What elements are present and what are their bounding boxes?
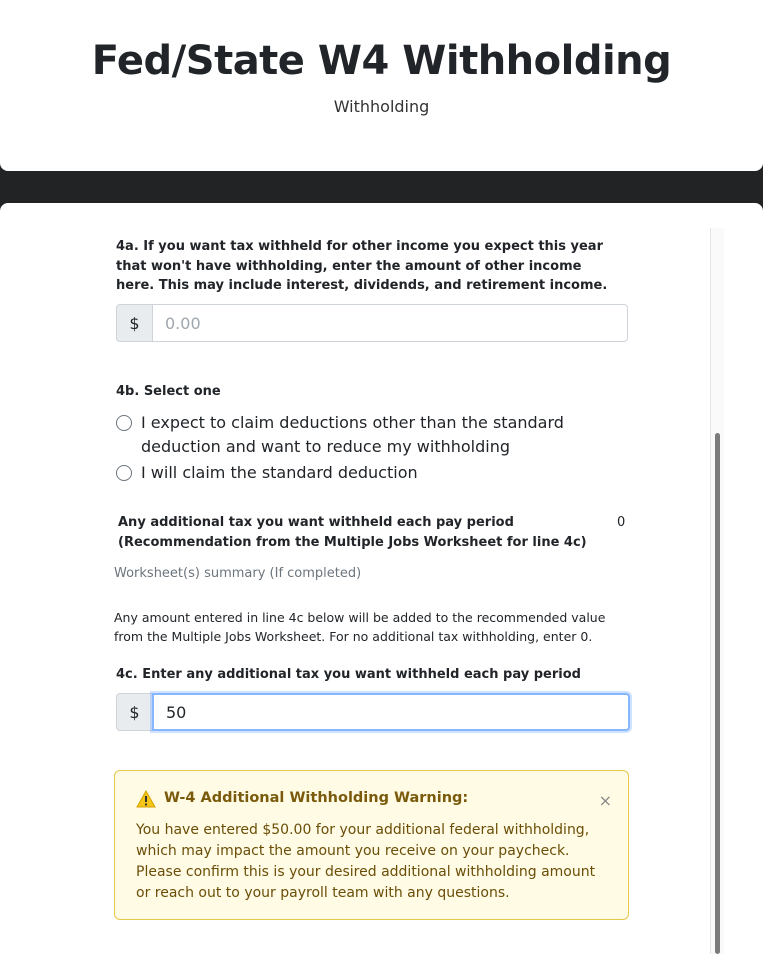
warning-icon: [136, 790, 156, 808]
q4b-label: 4b. Select one: [116, 384, 221, 399]
radio-label: I expect to claim deductions other than the standard deduction and want to reduce my withholding: [141, 413, 564, 456]
dollar-prefix: $: [116, 693, 152, 731]
page-title: Fed/State W4 Withholding: [91, 38, 672, 84]
main-card: [0, 203, 763, 954]
additional-tax-value: 0: [617, 515, 626, 530]
close-icon[interactable]: ×: [598, 791, 612, 810]
radio-button[interactable]: [116, 465, 132, 481]
radio-option-standard[interactable]: [116, 461, 606, 485]
alert-body: You have entered $50.00 for your additional federal withholding, which may impact the amount you receive on your paycheck. Please confirm this is your desired additional withholding amount or reach out to your payroll team with any questions.: [136, 822, 596, 901]
q4c-label: 4c. Enter any additional tax you want withheld each pay period: [116, 667, 581, 682]
q4a-input-group: [116, 304, 628, 342]
additional-tax-input[interactable]: [152, 693, 630, 731]
radio-option-itemized[interactable]: [116, 411, 606, 459]
radio-label: I will claim the standard deduction: [141, 463, 418, 482]
q4c-input-group: [116, 693, 630, 731]
info-text: Any amount entered in line 4c below will be added to the recommended value from the Multiple Jobs Worksheet. For no additional tax withholding, enter 0.: [114, 610, 606, 644]
additional-tax-label: Any additional tax you want withheld each pay period (Recommendation from the Multiple Jobs Worksheet for line 4c): [118, 515, 587, 550]
other-income-input[interactable]: [152, 304, 628, 342]
q4a-label: 4a. If you want tax withheld for other income you expect this year that won't have withholding, enter the amount of other income here. This may include interest, dividends, and retirement income.: [116, 239, 608, 293]
header-card: [0, 0, 763, 171]
page-subtitle: Withholding: [333, 97, 430, 116]
scrollbar-thumb[interactable]: [715, 433, 720, 954]
worksheet-summary-link[interactable]: Worksheet(s) summary (If completed): [114, 566, 362, 581]
radio-button[interactable]: [116, 415, 132, 431]
dollar-prefix: $: [116, 304, 152, 342]
scrollbar-track[interactable]: [710, 228, 724, 954]
alert-title: W-4 Additional Withholding Warning:: [164, 790, 469, 806]
withholding-warning-alert: [114, 770, 629, 920]
